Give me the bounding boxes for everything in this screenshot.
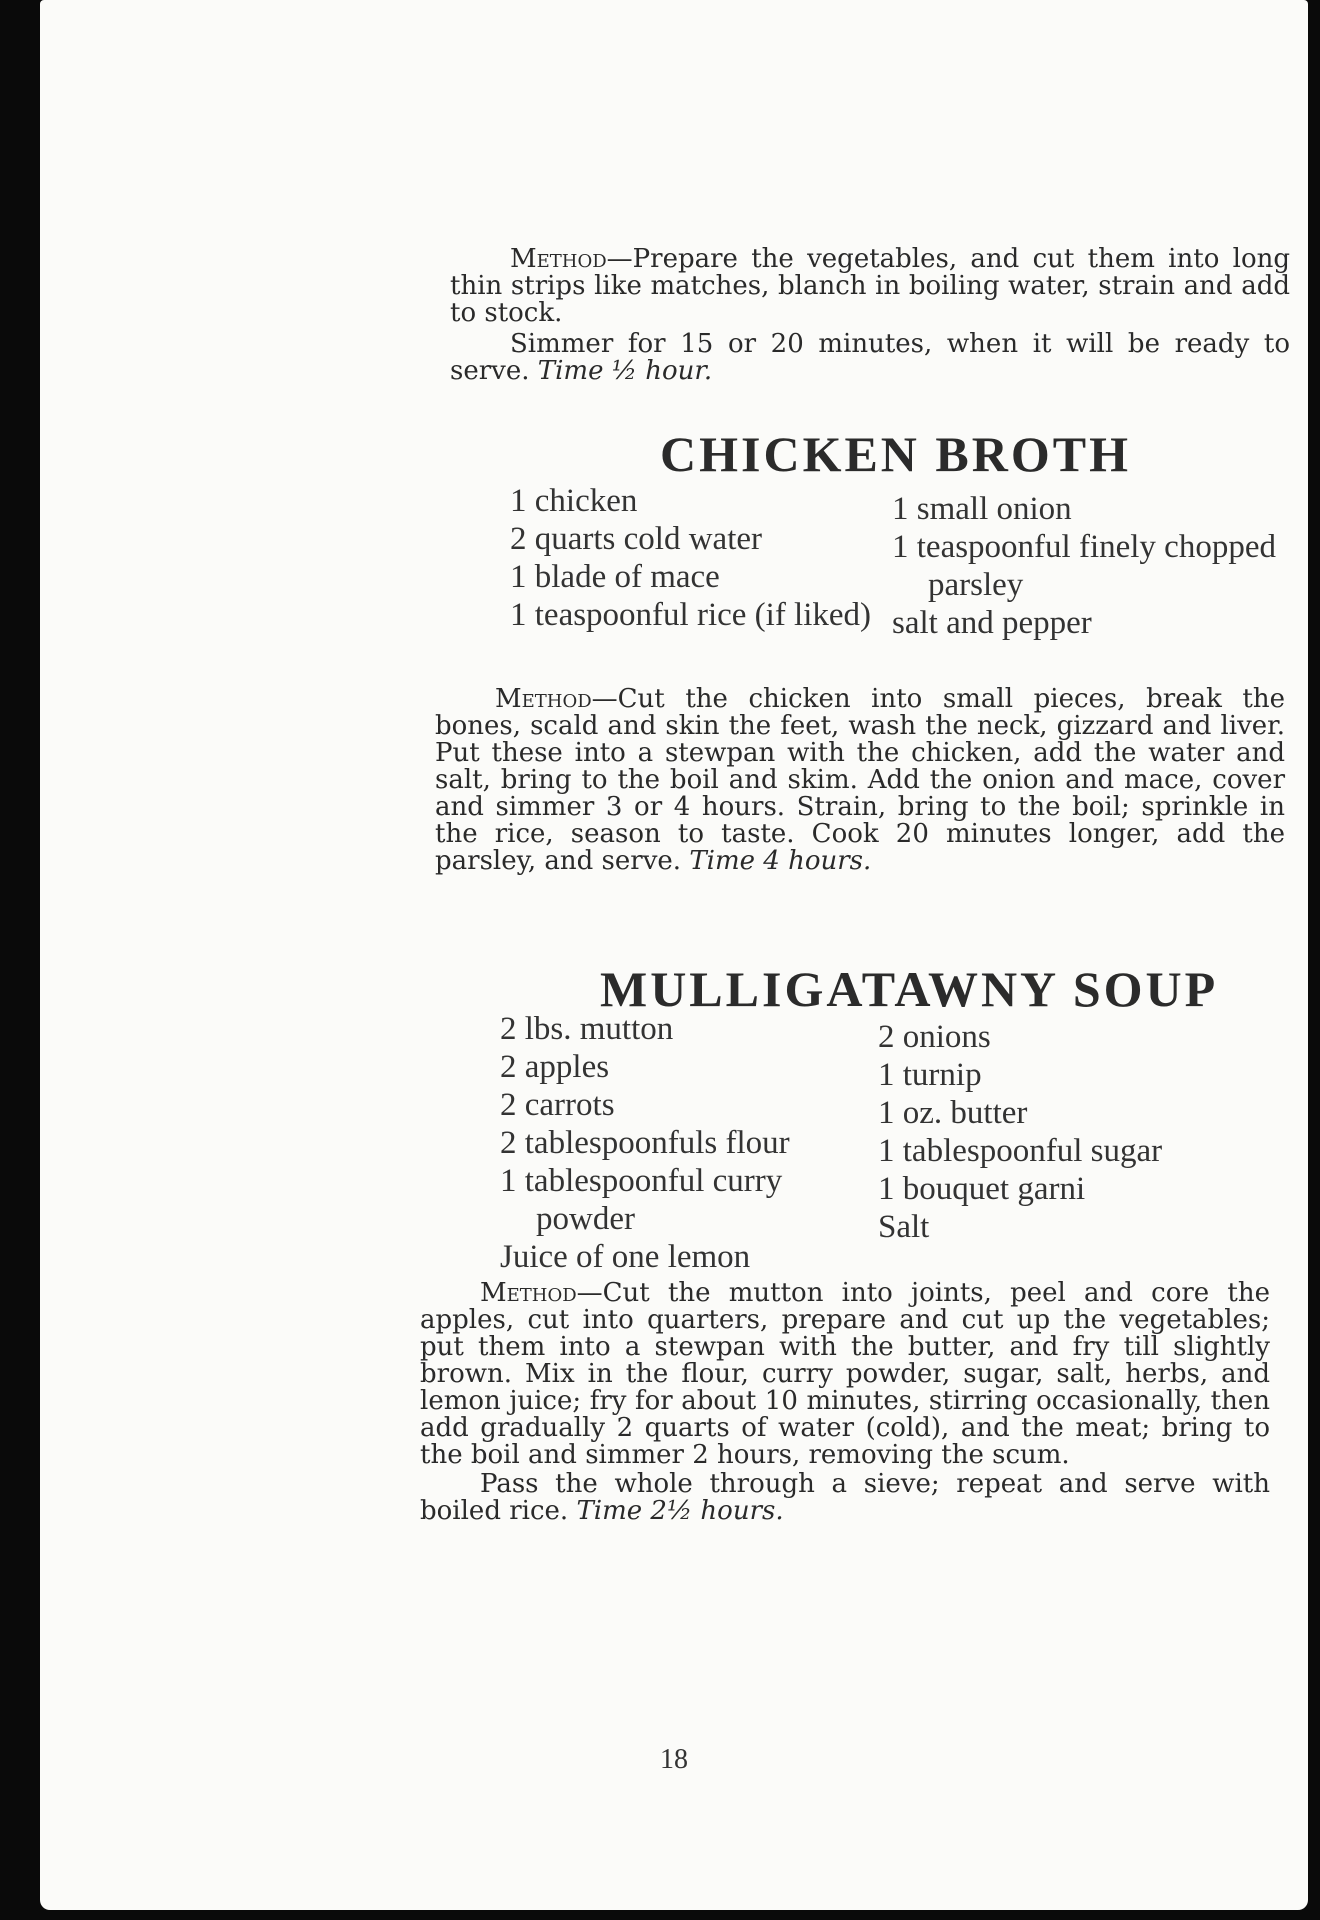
intro-method-paragraph <box>450 246 1290 327</box>
ingredient-item: 1 bouquet garni <box>878 1171 1086 1207</box>
mulligatawny-ingredients-left <box>500 1010 880 1276</box>
mulligatawny-method-paragraph <box>420 1280 1270 1469</box>
ingredient-item: 1 tablespoonful sugar <box>878 1133 1163 1169</box>
ingredient-item: 2 apples <box>500 1049 610 1085</box>
simmer-text: Simmer for 15 or 20 minutes, when it will be ready to serve. <box>450 329 1290 386</box>
intro-section <box>450 246 1290 385</box>
pass-text: Pass the whole through a sieve; repeat and serve with boiled rice. <box>420 1469 1270 1526</box>
book-page <box>40 0 1308 1910</box>
method-label: Method <box>510 244 607 274</box>
mulligatawny-pass-paragraph <box>420 1471 1270 1525</box>
intro-simmer-paragraph <box>450 331 1290 385</box>
time-text: Time 4 hours. <box>689 846 872 876</box>
ingredient-item: 1 oz. butter <box>878 1095 1028 1131</box>
ingredient-item: salt and pepper <box>892 605 1092 641</box>
ingredient-item: 2 carrots <box>500 1087 615 1123</box>
time-text: Time 2½ hours. <box>576 1496 784 1526</box>
method-text: —Cut the mutton into joints, peel and core the apples, cut into quarters, prepare and cut up the vegetables; put them into a stewpan with the butter, and fry till slightly brown. Mix in the flour, curry powder, sugar, salt, herbs, and lemon juice; fry for about 10 minutes, stirring occasionally, then add gradually 2 quarts of water (cold), and the meat; bring to the boil and simmer 2 hours, removing the scum. <box>420 1278 1270 1470</box>
ingredient-item: 1 small onion <box>892 491 1072 527</box>
ingredient-item: Juice of one lemon <box>500 1239 751 1275</box>
ingredient-item: 2 tablespoonfuls flour <box>500 1125 790 1161</box>
ingredient-item: 2 quarts cold water <box>510 521 762 557</box>
ingredient-item: 1 blade of mace <box>510 559 720 595</box>
ingredient-item: 1 teaspoonful finely chopped parsley <box>892 529 1276 603</box>
method-label: Method <box>480 1278 577 1308</box>
ingredient-item: 1 tablespoonful curry powder <box>500 1163 783 1237</box>
ingredient-item: Salt <box>878 1209 930 1245</box>
method-text: —Cut the chicken into small pieces, break the bones, scald and skin the feet, wash the neck, gizzard and liver. Put these into a stewpan with the chicken, add the water and salt, bring to the boil and skim. Add the onion and mace, cover and simmer 3 or 4 hours. Strain, bring to the boil; sprinkle in the rice, season to taste. Cook 20 minutes longer, add the parsley, and serve. <box>435 684 1285 876</box>
chicken-method-paragraph <box>435 686 1285 875</box>
ingredient-item: 1 chicken <box>510 483 638 519</box>
chicken-ingredients-right <box>892 490 1287 642</box>
mulligatawny-method-section <box>420 1280 1270 1525</box>
chicken-method-section <box>435 686 1285 875</box>
method-text: —Prepare the vegetables, and cut them into long thin strips like matches, blanch in boiling water, strain and add to stock. <box>450 244 1290 328</box>
page-number: 18 <box>660 1744 688 1775</box>
chicken-broth-title: CHICKEN BROTH <box>660 426 1132 482</box>
ingredient-item: 1 turnip <box>878 1057 982 1093</box>
method-label: Method <box>495 684 592 714</box>
chicken-ingredients-left <box>510 482 880 634</box>
ingredient-item: 2 lbs. mutton <box>500 1011 674 1047</box>
ingredient-item: 1 teaspoonful rice (if liked) <box>510 597 872 633</box>
ingredient-item: 2 onions <box>878 1019 991 1055</box>
mulligatawny-ingredients-right <box>878 1018 1278 1246</box>
mulligatawny-soup-title: MULLIGATAWNY SOUP <box>600 961 1219 1017</box>
time-text: Time ½ hour. <box>537 356 713 386</box>
